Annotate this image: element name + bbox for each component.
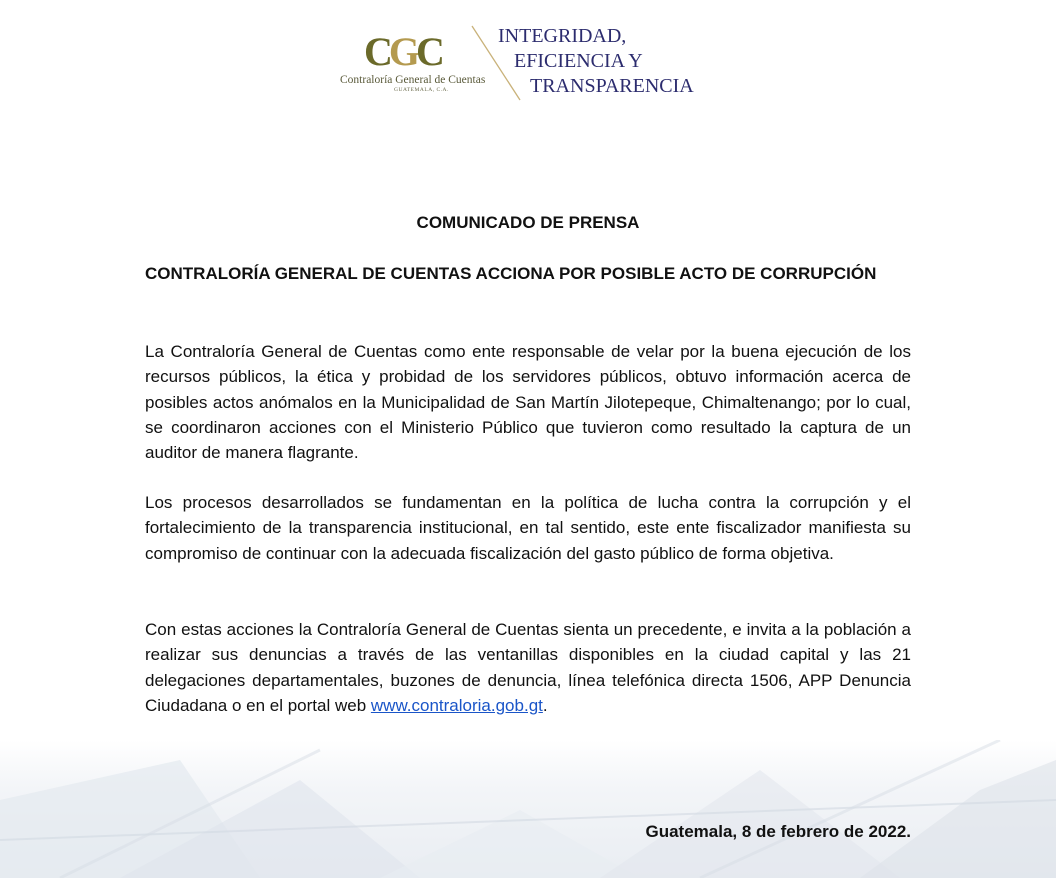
paragraph-2: Los procesos desarrollados se fundamentan en la política de lucha contra la corrupción y el fortalecimiento de la transparencia institucional, en tal sentido, este ente fiscalizador manifiesta su compromiso de continuar con la adecuada fiscalización del gasto público de forma objetiva. xyxy=(145,493,911,563)
monogram-letter-c1: C xyxy=(364,29,389,74)
motto-line-1: INTEGRIDAD, xyxy=(498,25,627,47)
header-logo xyxy=(336,22,706,104)
website-link[interactable]: www.contraloria.gob.gt xyxy=(370,695,543,715)
logo-location: GUATEMALA, C.A. xyxy=(394,87,449,93)
monogram-letter-g: G xyxy=(388,29,417,74)
background-shapes xyxy=(0,740,1056,878)
cgc-monogram xyxy=(364,29,441,74)
document-title: COMUNICADO DE PRENSA xyxy=(416,213,640,232)
motto-line-2: EFICIENCIA Y xyxy=(514,50,643,72)
paragraph-1: La Contraloría General de Cuentas como ente responsable de velar por la buena ejecución de los recursos públicos, la ética y probidad de los servidores públicos, obtuvo información acerca de posibles actos anómalos en la Municipalidad de San Martín Jilotepeque, Chimaltenango; por lo cual, se coordinaron acciones con el Ministerio Público que tuvieron como resultado la captura de un auditor de manera flagrante. xyxy=(145,342,911,463)
background-decoration xyxy=(0,740,1056,878)
date-signature: Guatemala, 8 de febrero de 2022. xyxy=(645,822,911,841)
monogram-letter-c2: C xyxy=(416,29,441,74)
logo-institution-name: Contraloría General de Cuentas xyxy=(340,74,486,86)
motto-line-3: TRANSPARENCIA xyxy=(530,75,694,97)
document-headline: CONTRALORÍA GENERAL DE CUENTAS ACCIONA POR POSIBLE ACTO DE CORRUPCIÓN xyxy=(145,264,877,283)
paragraph-3-end: . xyxy=(542,695,548,715)
paragraph-3-text: Con estas acciones la Contraloría General de Cuentas sienta un precedente, e invita a la población a realizar sus denuncias a través de las ventanillas disponibles en la ciudad capital y las 21 delegaciones departamentales, buzones de denuncia, línea telefónica directa 1506, APP Denuncia Ciudadana o en el portal web xyxy=(145,620,911,715)
paragraph-3 xyxy=(145,617,911,718)
